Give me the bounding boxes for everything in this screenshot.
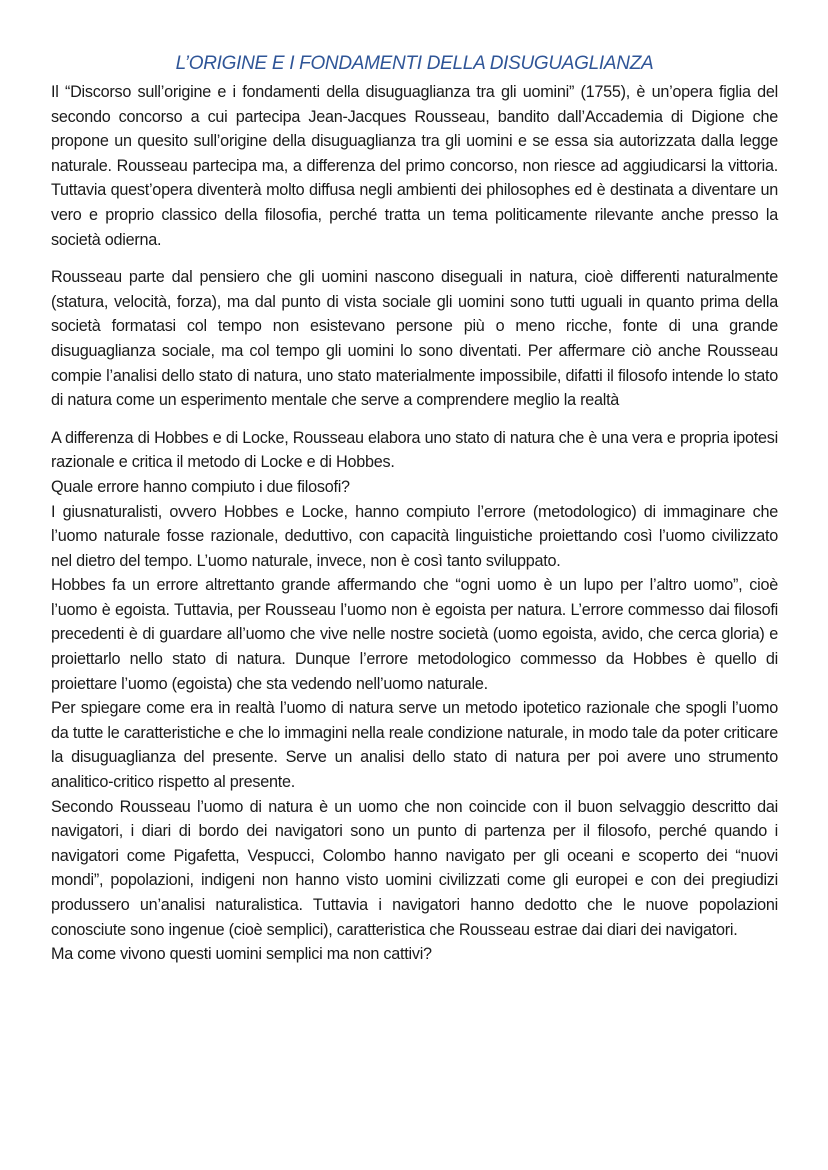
document-page xyxy=(51,50,778,967)
paragraph-text: Hobbes fa un errore altrettanto grande affermando che “ogni uomo è un lupo per l’altro uomo”, cioè l’uomo è egoista. Tuttavia, per Rousseau l’uomo non è egoista per natura. L’errore commesso dai filosofi precedenti è di guardare all’uomo che vive nelle nostre società (uomo egoista, avido, che cerca gloria) e proiettarlo nello stato di natura. Dunque l’errore metodologico commesso da Hobbes è quello di proiettare l’uomo (egoista) che sta vedendo nell’uomo naturale. xyxy=(51,576,778,693)
paragraph-text: A differenza di Hobbes e di Locke, Rousseau elabora uno stato di natura che è una vera e propria ipotesi razionale e critica il metodo di Locke e di Hobbes. xyxy=(51,428,778,472)
paragraph-text: Per spiegare come era in realtà l’uomo di natura serve un metodo ipotetico razionale che spogli l’uomo da tutte le caratteristiche e che lo immagini nella reale condizione naturale, in modo tale da poter criticare la disuguaglianza del presente. Serve un analisi dello stato di natura per poi avere uno strumento analitico-critico rispetto al presente. xyxy=(51,699,778,792)
paragraph-text: Il “Discorso sull’origine e i fondamenti della disuguaglianza tra gli uomini” (1755), è un’opera figlia del secondo concorso a cui partecipa Jean-Jacques Rousseau, bandito dall’Accademia di Digione che propone un quesito sull’origine della disuguaglianza tra gli uomini e se essa sia autorizzata dalla legge naturale. Rousseau partecipa ma, a differenza del primo concorso, non riesce ad aggiudicarsi la vittoria. Tuttavia quest’opera diventerà molto diffusa negli ambienti dei philosophes ed è destinata a diventare un vero e proprio classico della filosofia, perché tratta un tema politicamente rilevante anche presso la società odierna. xyxy=(51,83,778,249)
paragraph-intro xyxy=(51,80,778,252)
question-text: Ma come vivono questi uomini semplici ma non cattivi? xyxy=(51,945,432,964)
paragraph-state-of-nature xyxy=(51,426,778,967)
paragraph-text: Rousseau parte dal pensiero che gli uomini nascono diseguali in natura, cioè differenti naturalmente (statura, velocità, forza), ma dal punto di vista sociale gli uomini sono tutti uguali in quanto prima della società formatasi col tempo non esistevano persone più o meno ricche, fonte di una grande disuguaglianza sociale, ma col tempo gli uomini lo sono diventati. Per affermare ciò anche Rousseau compie l’analisi dello stato di natura, uno stato materialmente impossibile, difatti il filosofo intende lo stato di natura come un esperimento mentale che serve a comprendere meglio la realtà xyxy=(51,268,778,410)
document-title: L’ORIGINE E I FONDAMENTI DELLA DISUGUAGLIANZA xyxy=(175,53,654,74)
question-text: Quale errore hanno compiuto i due filosofi? xyxy=(51,477,350,496)
paragraph-text: Secondo Rousseau l’uomo di natura è un uomo che non coincide con il buon selvaggio descritto dai navigatori, i diari di bordo dei navigatori sono un punto di partenza per il filosofo, perché quando i navigatori come Pigafetta, Vespucci, Colombo hanno navigato per gli oceani e scoperto dei “nuovi mondi”, popolazioni, indigeni non hanno visto uomini civilizzati come gli europei e con dei pregiudizi produssero un’analisi naturalistica. Tuttavia i navigatori hanno dedotto che le nuove popolazioni conosciute sono ingenue (cioè semplici), caratteristica che Rousseau estrae dai diari dei navigatori. xyxy=(51,797,778,939)
paragraph-inequality xyxy=(51,265,778,413)
paragraph-text: I giusnaturalisti, ovvero Hobbes e Locke, hanno compiuto l’errore (metodologico) di immaginare che l’uomo naturale fosse razionale, deduttivo, con capacità linguistiche proiettando così l’uomo civilizzato nel dietro del tempo. L’uomo naturale, invece, non è così tanto sviluppato. xyxy=(51,502,778,570)
